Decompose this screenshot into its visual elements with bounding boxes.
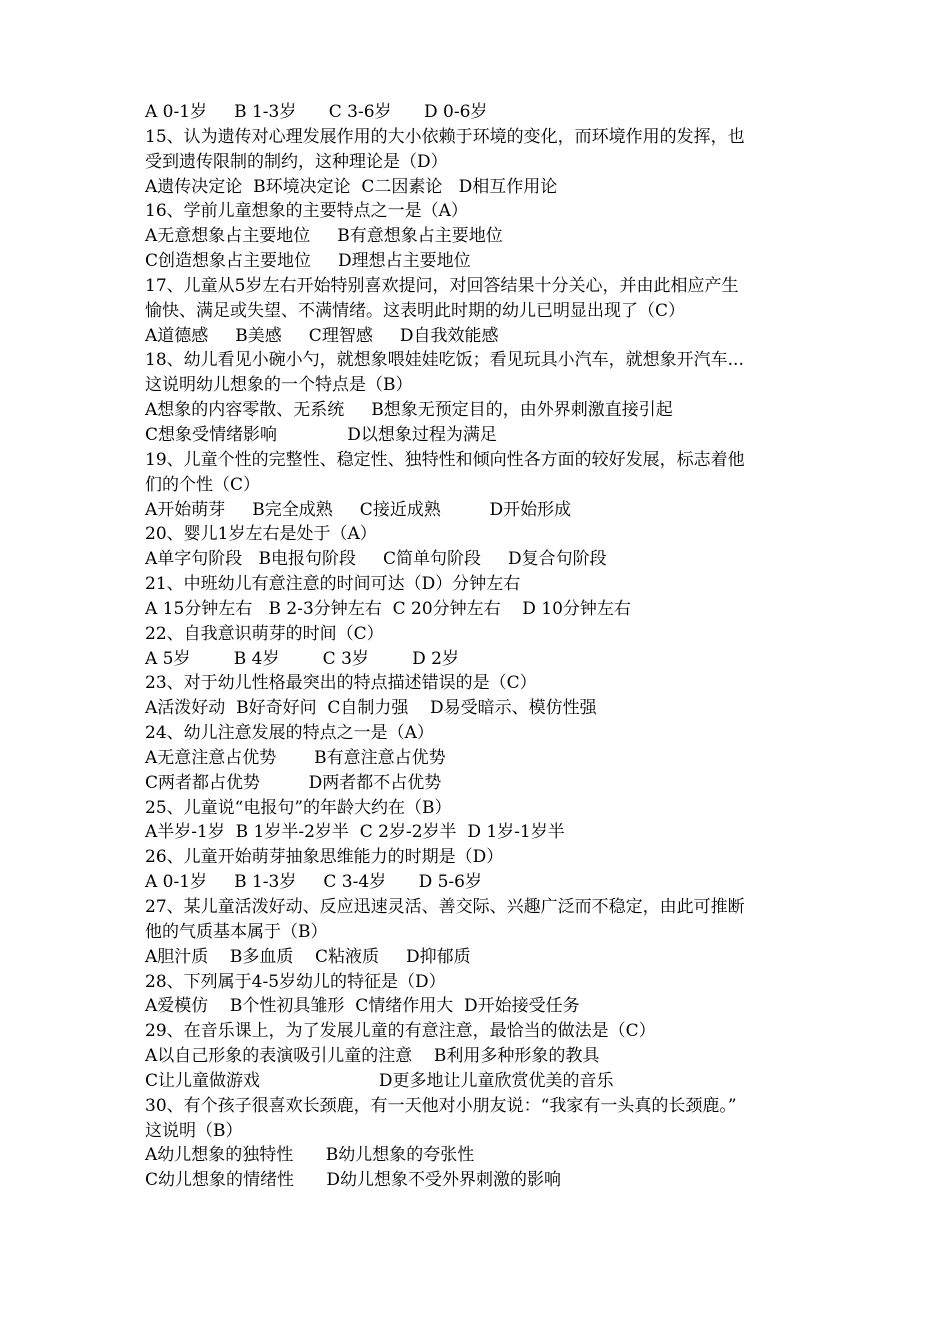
question-23-options: A活泼好动 B好奇好问 C自制力强 D易受暗示、模仿性强 bbox=[145, 698, 597, 719]
question-25-options: A半岁-1岁 B 1岁半-2岁半 C 2岁-2岁半 D 1岁-1岁半 bbox=[145, 822, 565, 843]
question-19-stem: 19、儿童个性的完整性、稳定性、独特性和倾向性各方面的较好发展，标志着他 bbox=[145, 449, 745, 470]
question-23-stem: 23、对于幼儿性格最突出的特点描述错误的是（C） bbox=[145, 673, 537, 694]
question-30-stem: 这说明（B） bbox=[145, 1120, 243, 1141]
question-19-stem: 们的个性（C） bbox=[145, 474, 261, 495]
question-26-stem: 26、儿童开始萌芽抽象思维能力的时期是（D） bbox=[145, 847, 504, 868]
question-17-stem: 17、儿童从5岁左右开始特别喜欢提问，对回答结果十分关心，并由此相应产生 bbox=[145, 275, 739, 296]
question-15-options: A遗传决定论 B环境决定论 C二因素论 D相互作用论 bbox=[145, 176, 558, 197]
question-27-stem: 他的气质基本属于（B） bbox=[145, 921, 328, 942]
question-15-stem: 受到遗传限制的制约，这种理论是（D） bbox=[145, 151, 448, 172]
question-16-stem: 16、学前儿童想象的主要特点之一是（A） bbox=[145, 201, 468, 222]
question-22-stem: 22、自我意识萌芽的时间（C） bbox=[145, 623, 384, 644]
question-17-stem: 愉快、满足或失望、不满情绪。这表明此时期的幼儿已明显出现了（C） bbox=[145, 300, 686, 321]
question-18-stem: 这说明幼儿想象的一个特点是（B） bbox=[145, 375, 413, 396]
question-18-options: A想象的内容零散、无系统 B想象无预定目的，由外界刺激直接引起 bbox=[145, 400, 673, 421]
text-line: A 0-1岁 B 1-3岁 C 3-6岁 D 0-6岁 bbox=[145, 102, 488, 122]
question-29-options: C让儿童做游戏 D更多地让儿童欣赏优美的音乐 bbox=[145, 1070, 614, 1091]
question-30-options: A幼儿想象的独特性 B幼儿想象的夸张性 bbox=[145, 1145, 475, 1166]
question-24-options: C两者都占优势 D两者都不占优势 bbox=[145, 772, 442, 793]
question-24-options: A无意注意占优势 B有意注意占优势 bbox=[145, 747, 446, 768]
question-28-stem: 28、下列属于4-5岁幼儿的特征是（D） bbox=[145, 971, 446, 992]
question-20-options: A单字句阶段 B电报句阶段 C简单句阶段 D复合句阶段 bbox=[145, 549, 607, 570]
question-16-options: A无意想象占主要地位 B有意想象占主要地位 bbox=[145, 226, 503, 247]
question-18-stem: 18、幼儿看见小碗小勺，就想象喂娃娃吃饭；看见玩具小汽车，就想象开汽车... bbox=[145, 350, 744, 371]
question-30-options: C幼儿想象的情绪性 D幼儿想象不受外界刺激的影响 bbox=[145, 1170, 562, 1191]
question-17-options: A道德感 B美感 C理智感 D自我效能感 bbox=[145, 325, 499, 346]
question-21-options: A 15分钟左右 B 2-3分钟左右 C 20分钟左右 D 10分钟左右 bbox=[145, 598, 631, 619]
question-27-options: A胆汁质 B多血质 C粘液质 D抑郁质 bbox=[145, 946, 471, 967]
question-24-stem: 24、幼儿注意发展的特点之一是（A） bbox=[145, 723, 434, 744]
question-28-options: A爱模仿 B个性初具雏形 C情绪作用大 D开始接受任务 bbox=[145, 996, 580, 1017]
question-19-options: A开始萌芽 B完全成熟 C接近成熟 D开始形成 bbox=[145, 499, 572, 520]
question-25-stem: 25、儿童说“电报句”的年龄大约在（B） bbox=[145, 797, 452, 818]
question-29-stem: 29、在音乐课上，为了发展儿童的有意注意，最恰当的做法是（C） bbox=[145, 1021, 656, 1042]
question-29-options: A以自己形象的表演吸引儿童的注意 B利用多种形象的教具 bbox=[145, 1046, 600, 1067]
question-18-options: C想象受情绪影响 D以想象过程为满足 bbox=[145, 424, 497, 445]
question-30-stem: 30、有个孩子很喜欢长颈鹿，有一天他对小朋友说：“我家有一头真的长颈鹿。” bbox=[145, 1095, 737, 1116]
question-16-options: C创造想象占主要地位 D理想占主要地位 bbox=[145, 251, 471, 272]
question-26-options: A 0-1岁 B 1-3岁 C 3-4岁 D 5-6岁 bbox=[145, 872, 482, 893]
question-20-stem: 20、婴儿1岁左右是处于（A） bbox=[145, 524, 377, 545]
question-22-options: A 5岁 B 4岁 C 3岁 D 2岁 bbox=[145, 648, 459, 669]
question-15-stem: 15、认为遗传对心理发展作用的大小依赖于环境的变化，而环境作用的发挥，也 bbox=[145, 126, 745, 147]
question-27-stem: 27、某儿童活泼好动、反应迅速灵活、善交际、兴趣广泛而不稳定，由此可推断 bbox=[145, 897, 745, 917]
question-21-stem: 21、中班幼儿有意注意的时间可达（D）分钟左右 bbox=[145, 574, 521, 595]
